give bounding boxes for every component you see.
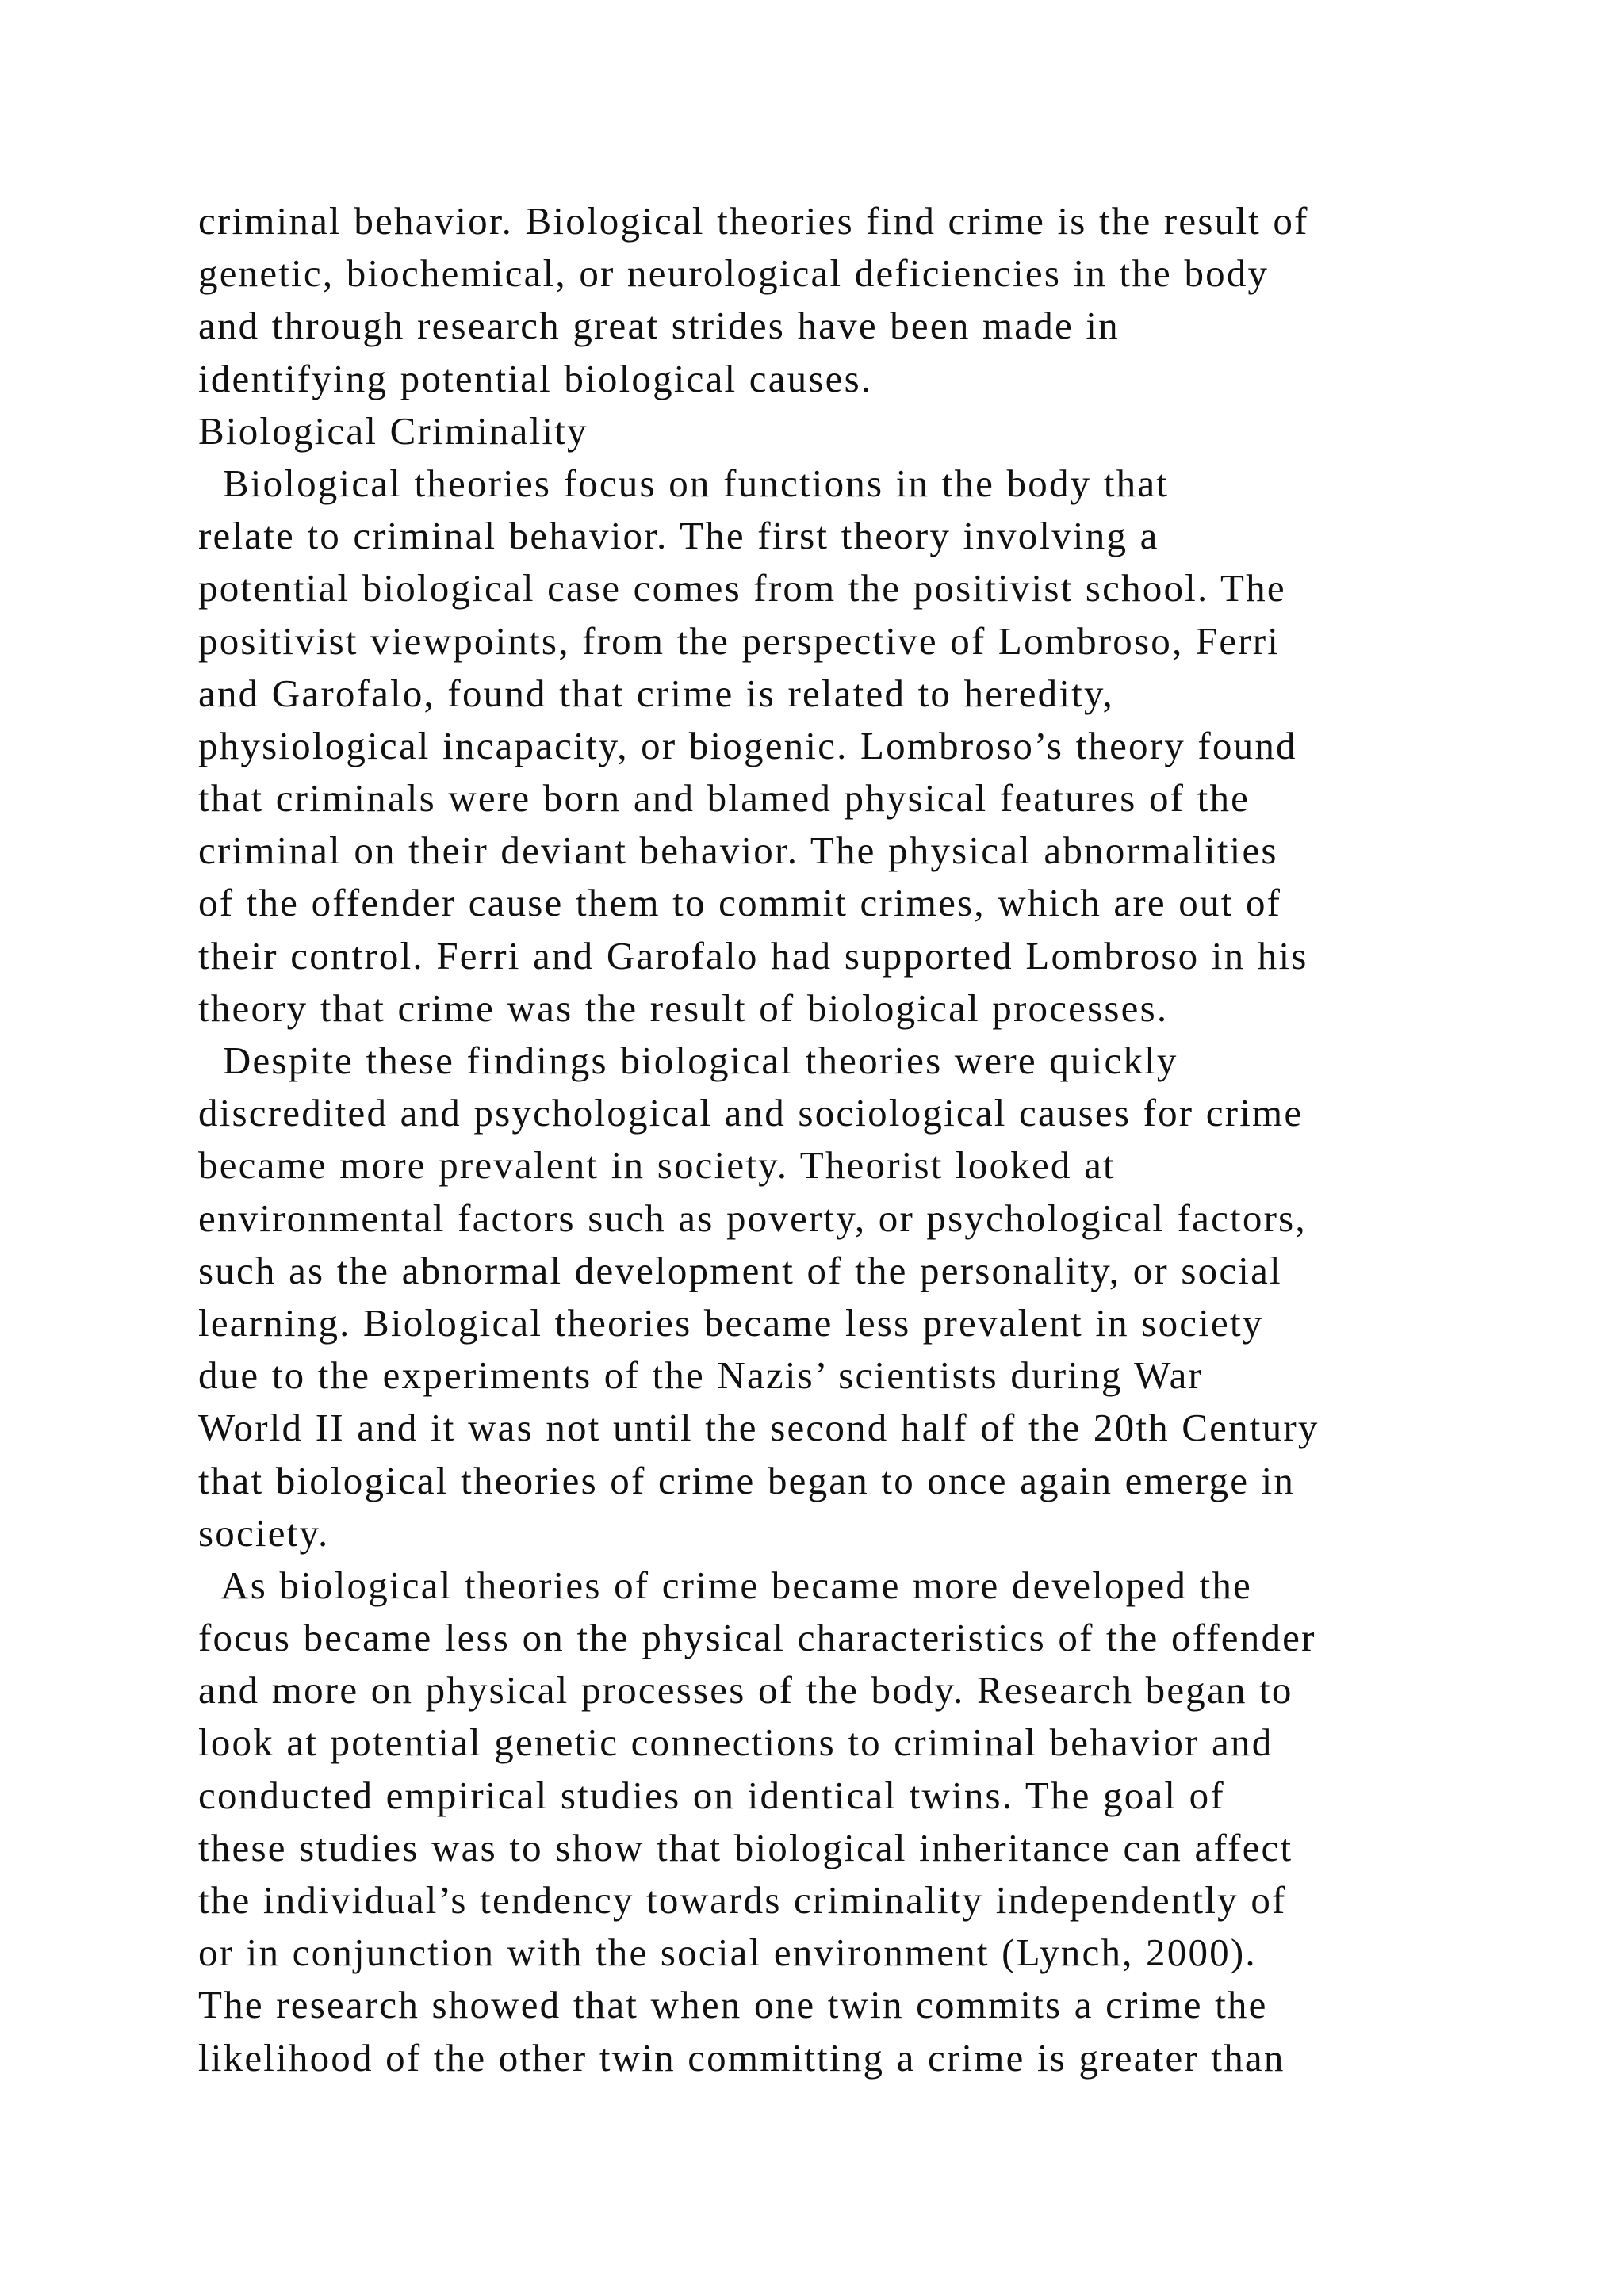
text-line: The research showed that when one twin commits a crime the [198,1983,1268,2027]
text-line: theory that crime was the result of biological processes. [198,985,1169,1030]
text-line: focus became less on the physical characteristics of the offender [198,1616,1316,1660]
text-line: potential biological case comes from the positivist school. The [198,566,1286,610]
text-line: positivist viewpoints, from the perspective of Lombroso, Ferri [198,618,1281,663]
text-line: and Garofalo, found that crime is related to heredity, [198,671,1114,715]
text-line: likelihood of the other twin committing a crime is greater than [198,2035,1285,2080]
text-line: criminal on their deviant behavior. The physical abnormalities [198,828,1278,873]
text-line: criminal behavior. Biological theories find crime is the result of [198,199,1309,243]
text-line: environmental factors such as poverty, or psychological factors, [198,1196,1307,1240]
text-line: that biological theories of crime began to once again emerge in [198,1458,1296,1502]
text-line: learning. Biological theories became less prevalent in society [198,1300,1264,1345]
text-line: their control. Ferri and Garofalo had supported Lombroso in his [198,933,1308,978]
body-text [198,195,1515,2084]
text-line: became more prevalent in society. Theorist looked at [198,1143,1116,1188]
text-line: and through research great strides have been made in [198,304,1120,348]
text-line: of the offender cause them to commit crimes, which are out of [198,881,1282,925]
text-line: or in conjunction with the social environment (Lynch, 2000). [198,1931,1257,1975]
text-line: genetic, biochemical, or neurological deficiencies in the body [198,251,1270,296]
text-line: society. [198,1510,330,1555]
text-line: such as the abnormal development of the personality, or social [198,1248,1282,1292]
text-line: identifying potential biological causes. [198,356,873,400]
text-line: relate to criminal behavior. The first theory involving a [198,514,1159,558]
text-line: the individual’s tendency towards criminality independently of [198,1878,1287,1922]
text-line: World II and it was not until the second half of the 20th Century [198,1406,1320,1450]
text-line: these studies was to show that biological inheritance can affect [198,1825,1293,1869]
text-line: and more on physical processes of the body. Research began to [198,1668,1293,1712]
text-line: Biological theories focus on functions in the body that [198,461,1170,505]
section-heading: Biological Criminality [198,408,588,453]
text-line: look at potential genetic connections to criminal behavior and [198,1720,1274,1765]
text-line: discredited and psychological and sociological causes for crime [198,1091,1304,1135]
text-line: that criminals were born and blamed physical features of the [198,776,1251,821]
text-line: As biological theories of crime became more developed the [198,1563,1252,1607]
text-line: Despite these findings biological theories were quickly [198,1039,1178,1082]
text-line: due to the experiments of the Nazis’ scientists during War [198,1353,1204,1398]
text-line: conducted empirical studies on identical twins. The goal of [198,1773,1225,1817]
text-line: physiological incapacity, or biogenic. Lombroso’s theory found [198,723,1297,767]
